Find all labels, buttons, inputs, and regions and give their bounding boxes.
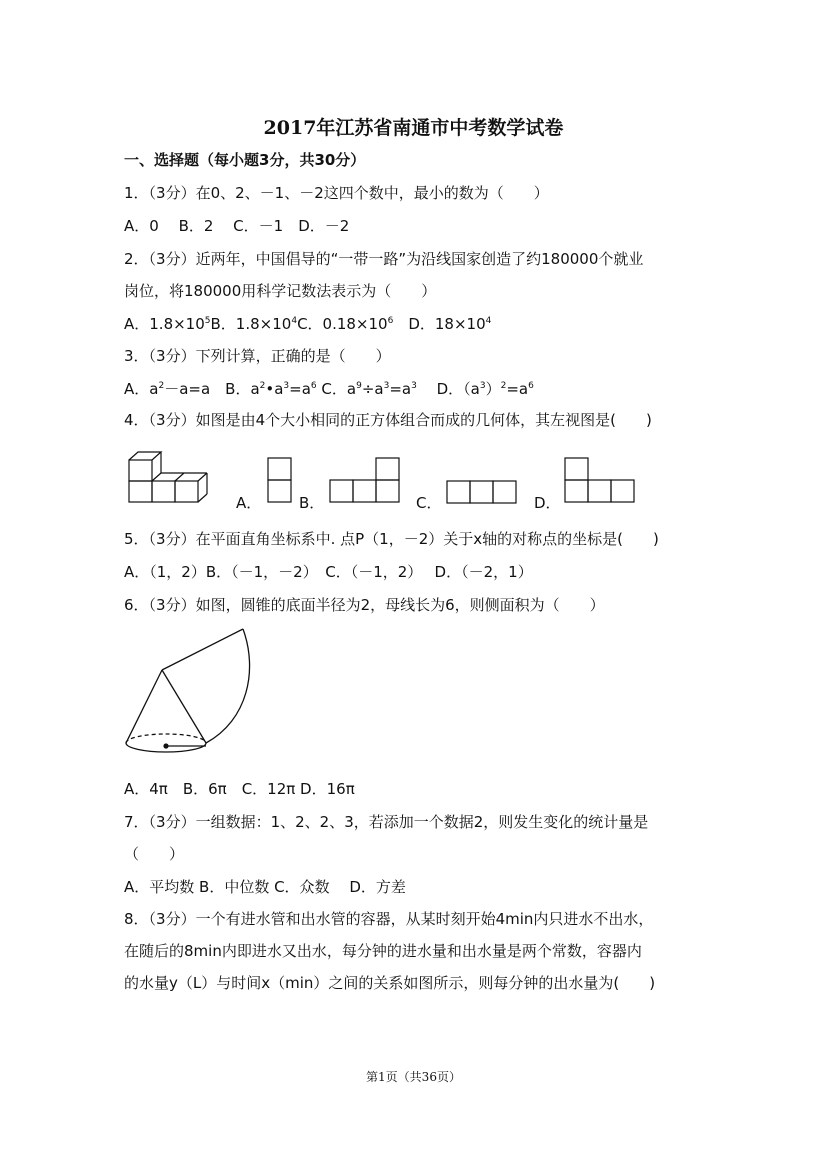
q1-options: A．0 B．2 C．－1 D．－2 <box>124 217 350 235</box>
q2-stem-line2: 岗位，将180000用科学记数法表示为（ ） <box>124 282 437 300</box>
q4-label-d: D． <box>534 494 561 512</box>
q4-label-c: C． <box>416 494 442 512</box>
section-heading: 一、选择题（每小题3分，共30分） <box>124 151 366 169</box>
q8-stem-line1: 8．（3分）一个有进水管和出水管的容器，从某时刻开始4min内只进水不出水， <box>124 910 654 928</box>
q3-exp: 6 <box>528 381 534 391</box>
cone-center-dot <box>163 743 168 748</box>
cube-solid-figure <box>126 446 216 506</box>
q3-text: ÷a <box>361 380 384 398</box>
page-footer: 第1页（共36页） <box>366 1070 461 1084</box>
q3-text: D．（a <box>416 380 480 398</box>
q3-text: C．a <box>316 380 357 398</box>
q3-exp: 3 <box>283 381 290 391</box>
q8-stem-line2: 在随后的8min内即进水又出水，每分钟的进水量和出水量是两个常数，容器内 <box>124 942 642 960</box>
q4-option-d-figure <box>564 457 636 505</box>
q3-text: =a <box>506 380 529 398</box>
q6-options: A．4π B．6π C．12π D．16π <box>124 780 355 798</box>
q3-options <box>124 379 534 399</box>
q3-exp: 3 <box>383 381 390 391</box>
q3-text: ） <box>485 380 501 398</box>
q2-option-b: B．1.8×10 <box>210 315 292 333</box>
q3-text: •a <box>265 380 284 398</box>
q3-text: A．a <box>124 380 159 398</box>
q1-stem: 1．（3分）在0、2、－1、－2这四个数中，最小的数为（ ） <box>124 184 549 202</box>
q4-option-b-figure <box>329 457 401 505</box>
q7-stem-line1: 7．（3分）一组数据：1、2、2、3，若添加一个数据2，则发生变化的统计量是 <box>124 813 649 831</box>
q4-option-a-figure <box>267 457 293 505</box>
q2-exp-b: 4 <box>291 316 298 326</box>
q2-options <box>124 314 491 334</box>
q2-exp-d: 4 <box>485 316 492 326</box>
q7-options: A．平均数 B．中位数 C．众数 D．方差 <box>124 878 406 896</box>
q4-stem: 4．（3分）如图是由4个大小相同的正方体组合而成的几何体，其左视图是( ) <box>124 411 652 429</box>
q3-text: －a=a B．a <box>164 380 260 398</box>
q2-option-d: D．18×10 <box>393 315 486 333</box>
q3-exp: 9 <box>356 381 362 391</box>
q4-label-b: B． <box>299 494 325 512</box>
q2-option-c: C．0.18×10 <box>297 315 388 333</box>
q3-exp: 6 <box>310 381 317 391</box>
q3-exp: 2 <box>259 381 266 391</box>
q3-exp: 2 <box>158 381 165 391</box>
q2-exp-c: 6 <box>387 316 394 326</box>
q7-stem-line2: （ ） <box>124 845 185 863</box>
q3-text: =a <box>289 380 311 398</box>
page-title: 2017年江苏省南通市中考数学试卷 <box>263 117 564 139</box>
q2-exp-a: 5 <box>204 316 211 326</box>
cone-figure <box>120 625 255 757</box>
q2-stem-line1: 2．（3分）近两年，中国倡导的“一带一路”为沿线国家创造了约180000个就业 <box>124 250 644 268</box>
q5-options: A．（1，2）B．（－1，－2） C．（－1，2） D．（－2，1） <box>124 563 533 581</box>
q3-exp: 3 <box>479 381 486 391</box>
q6-stem: 6．（3分）如图，圆锥的底面半径为2，母线长为6，则侧面积为（ ） <box>124 596 605 614</box>
q4-label-a: A． <box>236 494 262 512</box>
q3-text: =a <box>389 380 412 398</box>
q3-stem: 3．（3分）下列计算，正确的是（ ） <box>124 347 391 365</box>
q2-option-a: A．1.8×10 <box>124 315 205 333</box>
q3-exp: 2 <box>500 381 507 391</box>
q8-stem-line3: 的水量y（L）与时间x（min）之间的关系如图所示，则每分钟的出水量为( ) <box>124 974 656 992</box>
q5-stem: 5．（3分）在平面直角坐标系中. 点P（1，－2）关于x轴的对称点的坐标是( ) <box>124 530 659 548</box>
q4-option-c-figure <box>446 480 518 506</box>
q3-exp: 3 <box>411 381 417 391</box>
